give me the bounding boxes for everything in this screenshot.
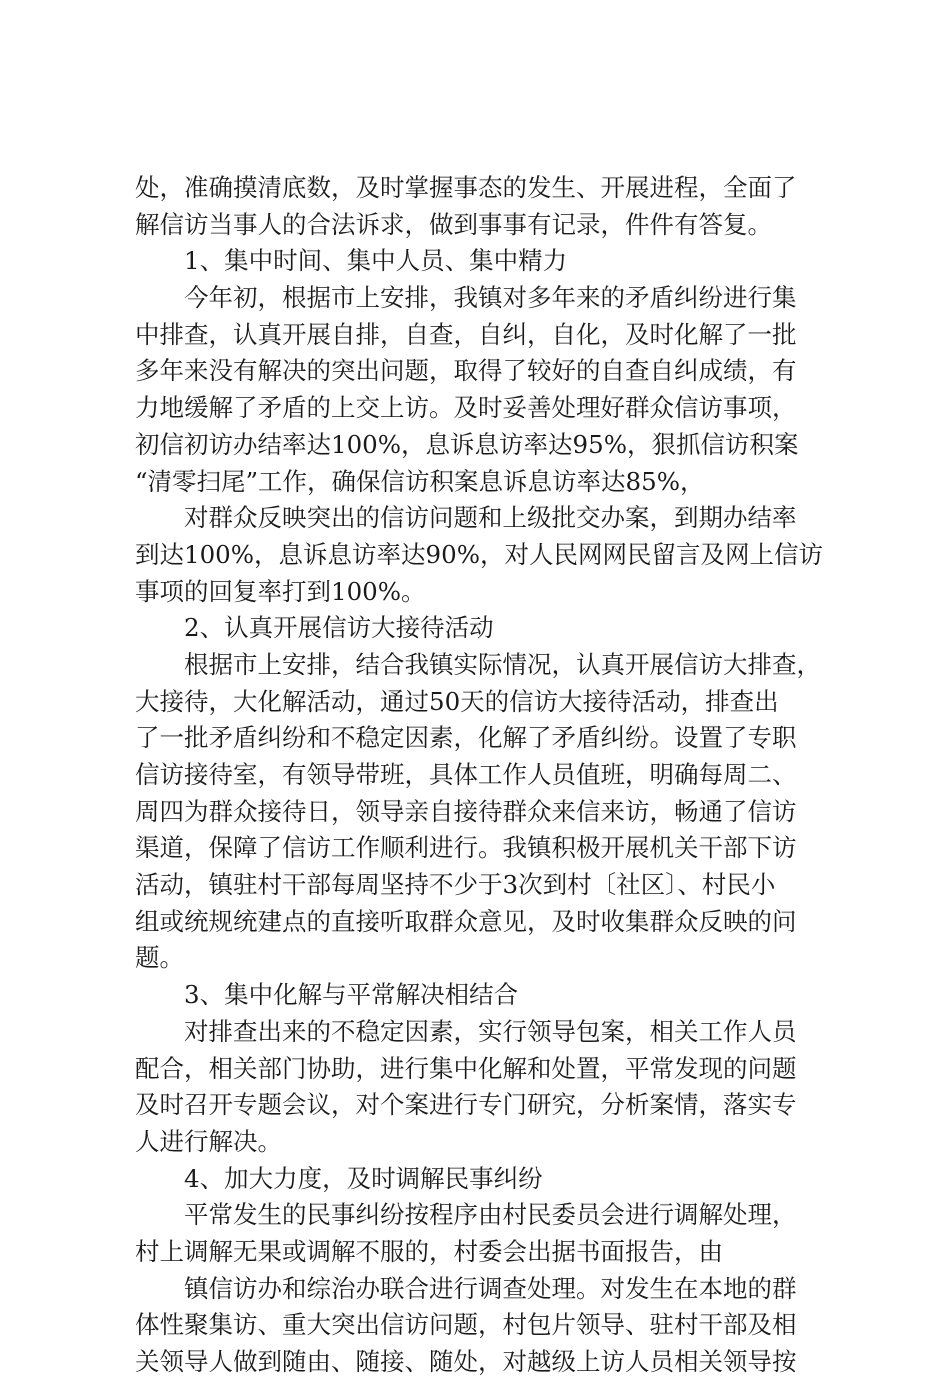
text-line: 活动，镇驻村干部每周坚持不少于3次到村〔社区〕、村民小 — [135, 870, 776, 900]
text-line: 人进行解决。 — [135, 1126, 282, 1156]
text-line: 组或统规统建点的直接听取群众意见，及时收集群众反映的问 — [135, 906, 797, 936]
text-line: 到达100%，息诉息访率达90%，对人民网网民留言及网上信访 — [135, 539, 823, 569]
text-line: 体性聚集访、重大突出信访问题，村包片领导、驻村干部及相 — [135, 1310, 797, 1340]
document-body — [135, 170, 835, 1381]
text-line: 处，准确摸清底数，及时掌握事态的发生、开展进程，全面了 — [135, 173, 797, 202]
text-line: 村上调解无果或调解不服的，村委会出据书面报告，由 — [135, 1236, 723, 1266]
text-line: “清零扫尾”工作，确保信访积案息诉息访率达85%， — [135, 466, 705, 496]
text-line: 中排查，认真开展自排，自查，自纠，自化，及时化解了一批 — [135, 319, 797, 349]
text-line: 信访接待室，有领导带班，具体工作人员值班，明确每周二、 — [135, 760, 797, 789]
text-line: 题。 — [135, 943, 184, 973]
text-line: 根据市上安排，结合我镇实际情况，认真开展信访大排查， — [184, 649, 821, 679]
text-line: 4、加大力度，及时调解民事纠纷 — [184, 1163, 543, 1193]
text-line: 镇信访办和综治办联合进行调查处理。对发生在本地的群 — [184, 1273, 797, 1303]
text-line: 事项的回复率打到100%。 — [135, 576, 426, 606]
text-line: 及时召开专题会议，对个案进行专门研究，分析案情，落实专 — [135, 1090, 797, 1120]
text-line: 平常发生的民事纠纷按程序由村民委员会进行调解处理， — [184, 1200, 797, 1230]
text-line: 对群众反映突出的信访问题和上级批交办案，到期办结率 — [184, 503, 797, 533]
text-line: 渠道，保障了信访工作顺利进行。我镇积极开展机关干部下访 — [135, 833, 797, 863]
text-line: 3、集中化解与平常解决相结合 — [184, 980, 519, 1010]
text-line: 2、认真开展信访大接待活动 — [184, 613, 494, 643]
text-line: 关领导人做到随由、随接、随处，对越级上访人员相关领导按 — [135, 1347, 797, 1376]
text-line: 初信初访办结率达100%，息诉息访率达95%，狠抓信访积案 — [135, 429, 799, 459]
text-line: 解信访当事人的合法诉求，做到事事有记录，件件有答复。 — [135, 209, 772, 239]
text-line: 了一批矛盾纠纷和不稳定因素，化解了矛盾纠纷。设置了专职 — [135, 723, 797, 753]
text-line: 1、集中时间、集中人员、集中精力 — [184, 246, 568, 276]
text-line: 周四为群众接待日，领导亲自接待群众来信来访，畅通了信访 — [135, 796, 797, 826]
text-line: 多年来没有解决的突出问题，取得了较好的自查自纠成绩，有 — [135, 356, 797, 386]
text-line: 力地缓解了矛盾的上交上访。及时妥善处理好群众信访事项， — [135, 393, 797, 423]
text-line: 今年初，根据市上安排，我镇对多年来的矛盾纠纷进行集 — [184, 283, 797, 313]
text-line: 对排查出来的不稳定因素，实行领导包案，相关工作人员 — [184, 1016, 797, 1046]
text-line: 配合，相关部门协助，进行集中化解和处置，平常发现的问题 — [135, 1053, 797, 1083]
text-line: 大接待，大化解活动，通过50天的信访大接待活动，排查出 — [135, 686, 779, 716]
